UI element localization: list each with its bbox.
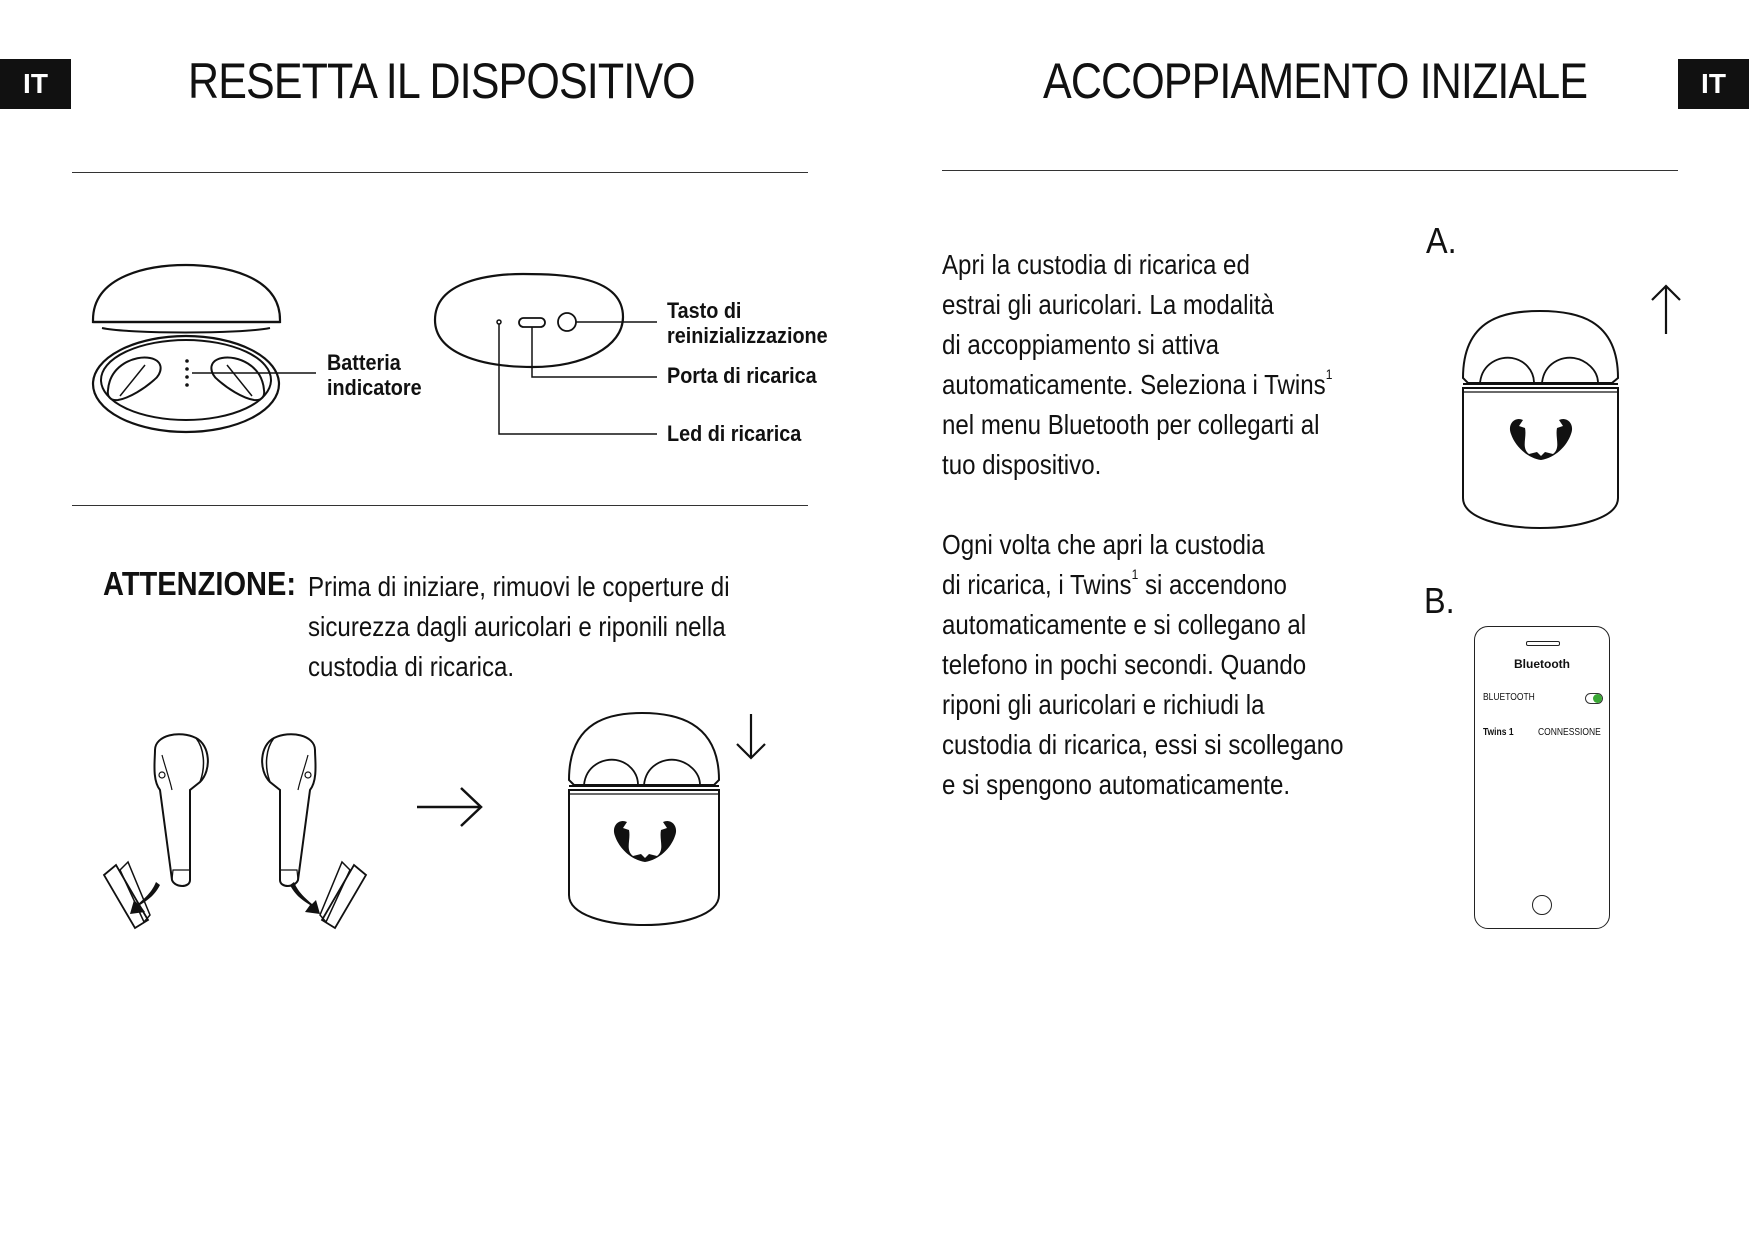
divider-top-left (72, 172, 808, 173)
toggle-knob (1593, 694, 1602, 703)
text-line: Ogni volta che apri la custodia (942, 529, 1265, 560)
arrow-down-icon (733, 712, 769, 762)
language-tab-left: IT (0, 59, 71, 109)
reset-button-label (667, 298, 828, 348)
attention-label: ATTENZIONE: (103, 565, 297, 602)
bluetooth-screen-title: Bluetooth (1514, 657, 1570, 671)
footnote-marker: 1 (1131, 566, 1139, 582)
text-line: e si spengono automaticamente. (942, 769, 1291, 800)
arrow-right-icon (415, 785, 485, 830)
battery-indicator-label (327, 350, 422, 400)
phone-illustration (1474, 626, 1610, 929)
text-line (942, 565, 1344, 605)
battery-label-line2: indicatore (327, 375, 422, 400)
charging-case-open-icon (90, 260, 290, 440)
divider-middle-left (72, 505, 808, 506)
case-closing-icon (566, 710, 726, 930)
case-back-icon (433, 272, 663, 442)
device-name[interactable]: Twins 1 (1483, 727, 1514, 738)
pairing-instructions (942, 245, 1344, 805)
bluetooth-toggle[interactable] (1585, 693, 1603, 704)
earbuds-remove-cover-icon (100, 730, 370, 930)
text-line: tuo dispositivo. (942, 449, 1102, 480)
battery-label-line1: Batteria (327, 350, 401, 375)
footnote-marker: 1 (1325, 366, 1333, 382)
phone-speaker (1526, 641, 1560, 646)
device-status: CONNESSIONE (1538, 727, 1601, 738)
pairing-paragraph-2 (942, 525, 1344, 805)
page-title-reset: RESETTA IL DISPOSITIVO (188, 53, 695, 109)
text-line (942, 365, 1344, 405)
step-a-label: A. (1426, 220, 1457, 261)
text-line: Apri la custodia di ricarica ed (942, 249, 1250, 280)
charge-led-label: Led di ricarica (667, 421, 802, 446)
text-line: estrai gli auricolari. La modalità (942, 289, 1274, 320)
text-span: di ricarica, i Twins (942, 569, 1132, 600)
bluetooth-setting-label: BLUETOOTH (1483, 692, 1535, 703)
text-line: automaticamente e si collegano al (942, 609, 1307, 640)
case-opening-icon (1460, 308, 1625, 533)
page-title-pairing: ACCOPPIAMENTO INIZIALE (1043, 53, 1588, 109)
arrow-up-icon (1648, 282, 1684, 336)
text-line: nel menu Bluetooth per collegarti al (942, 409, 1320, 440)
pairing-paragraph-1 (942, 245, 1344, 485)
text-span: automaticamente. Seleziona i Twins (942, 369, 1326, 400)
attention-line: Prima di iniziare, rimuovi le coperture di (308, 571, 730, 602)
fresh-n-rebel-logo-icon (1510, 419, 1572, 460)
reset-label-line1: Tasto di (667, 298, 742, 323)
home-button[interactable] (1532, 895, 1552, 915)
attention-line: custodia di ricarica. (308, 651, 515, 682)
attention-text (308, 567, 730, 687)
text-line: di accoppiamento si attiva (942, 329, 1220, 360)
charge-port-label: Porta di ricarica (667, 363, 817, 388)
step-b-label: B. (1424, 580, 1455, 621)
text-line: custodia di ricarica, essi si scollegano (942, 729, 1344, 760)
language-tab-right: IT (1678, 59, 1749, 109)
text-span: si accendono (1138, 569, 1287, 600)
fresh-n-rebel-logo-icon (614, 821, 676, 862)
text-line: telefono in pochi secondi. Quando (942, 649, 1307, 680)
divider-top-right (942, 170, 1678, 171)
text-line: riponi gli auricolari e richiudi la (942, 689, 1265, 720)
reset-label-line2: reinizializzazione (667, 323, 828, 348)
attention-line: sicurezza dagli auricolari e riponili nella (308, 611, 726, 642)
